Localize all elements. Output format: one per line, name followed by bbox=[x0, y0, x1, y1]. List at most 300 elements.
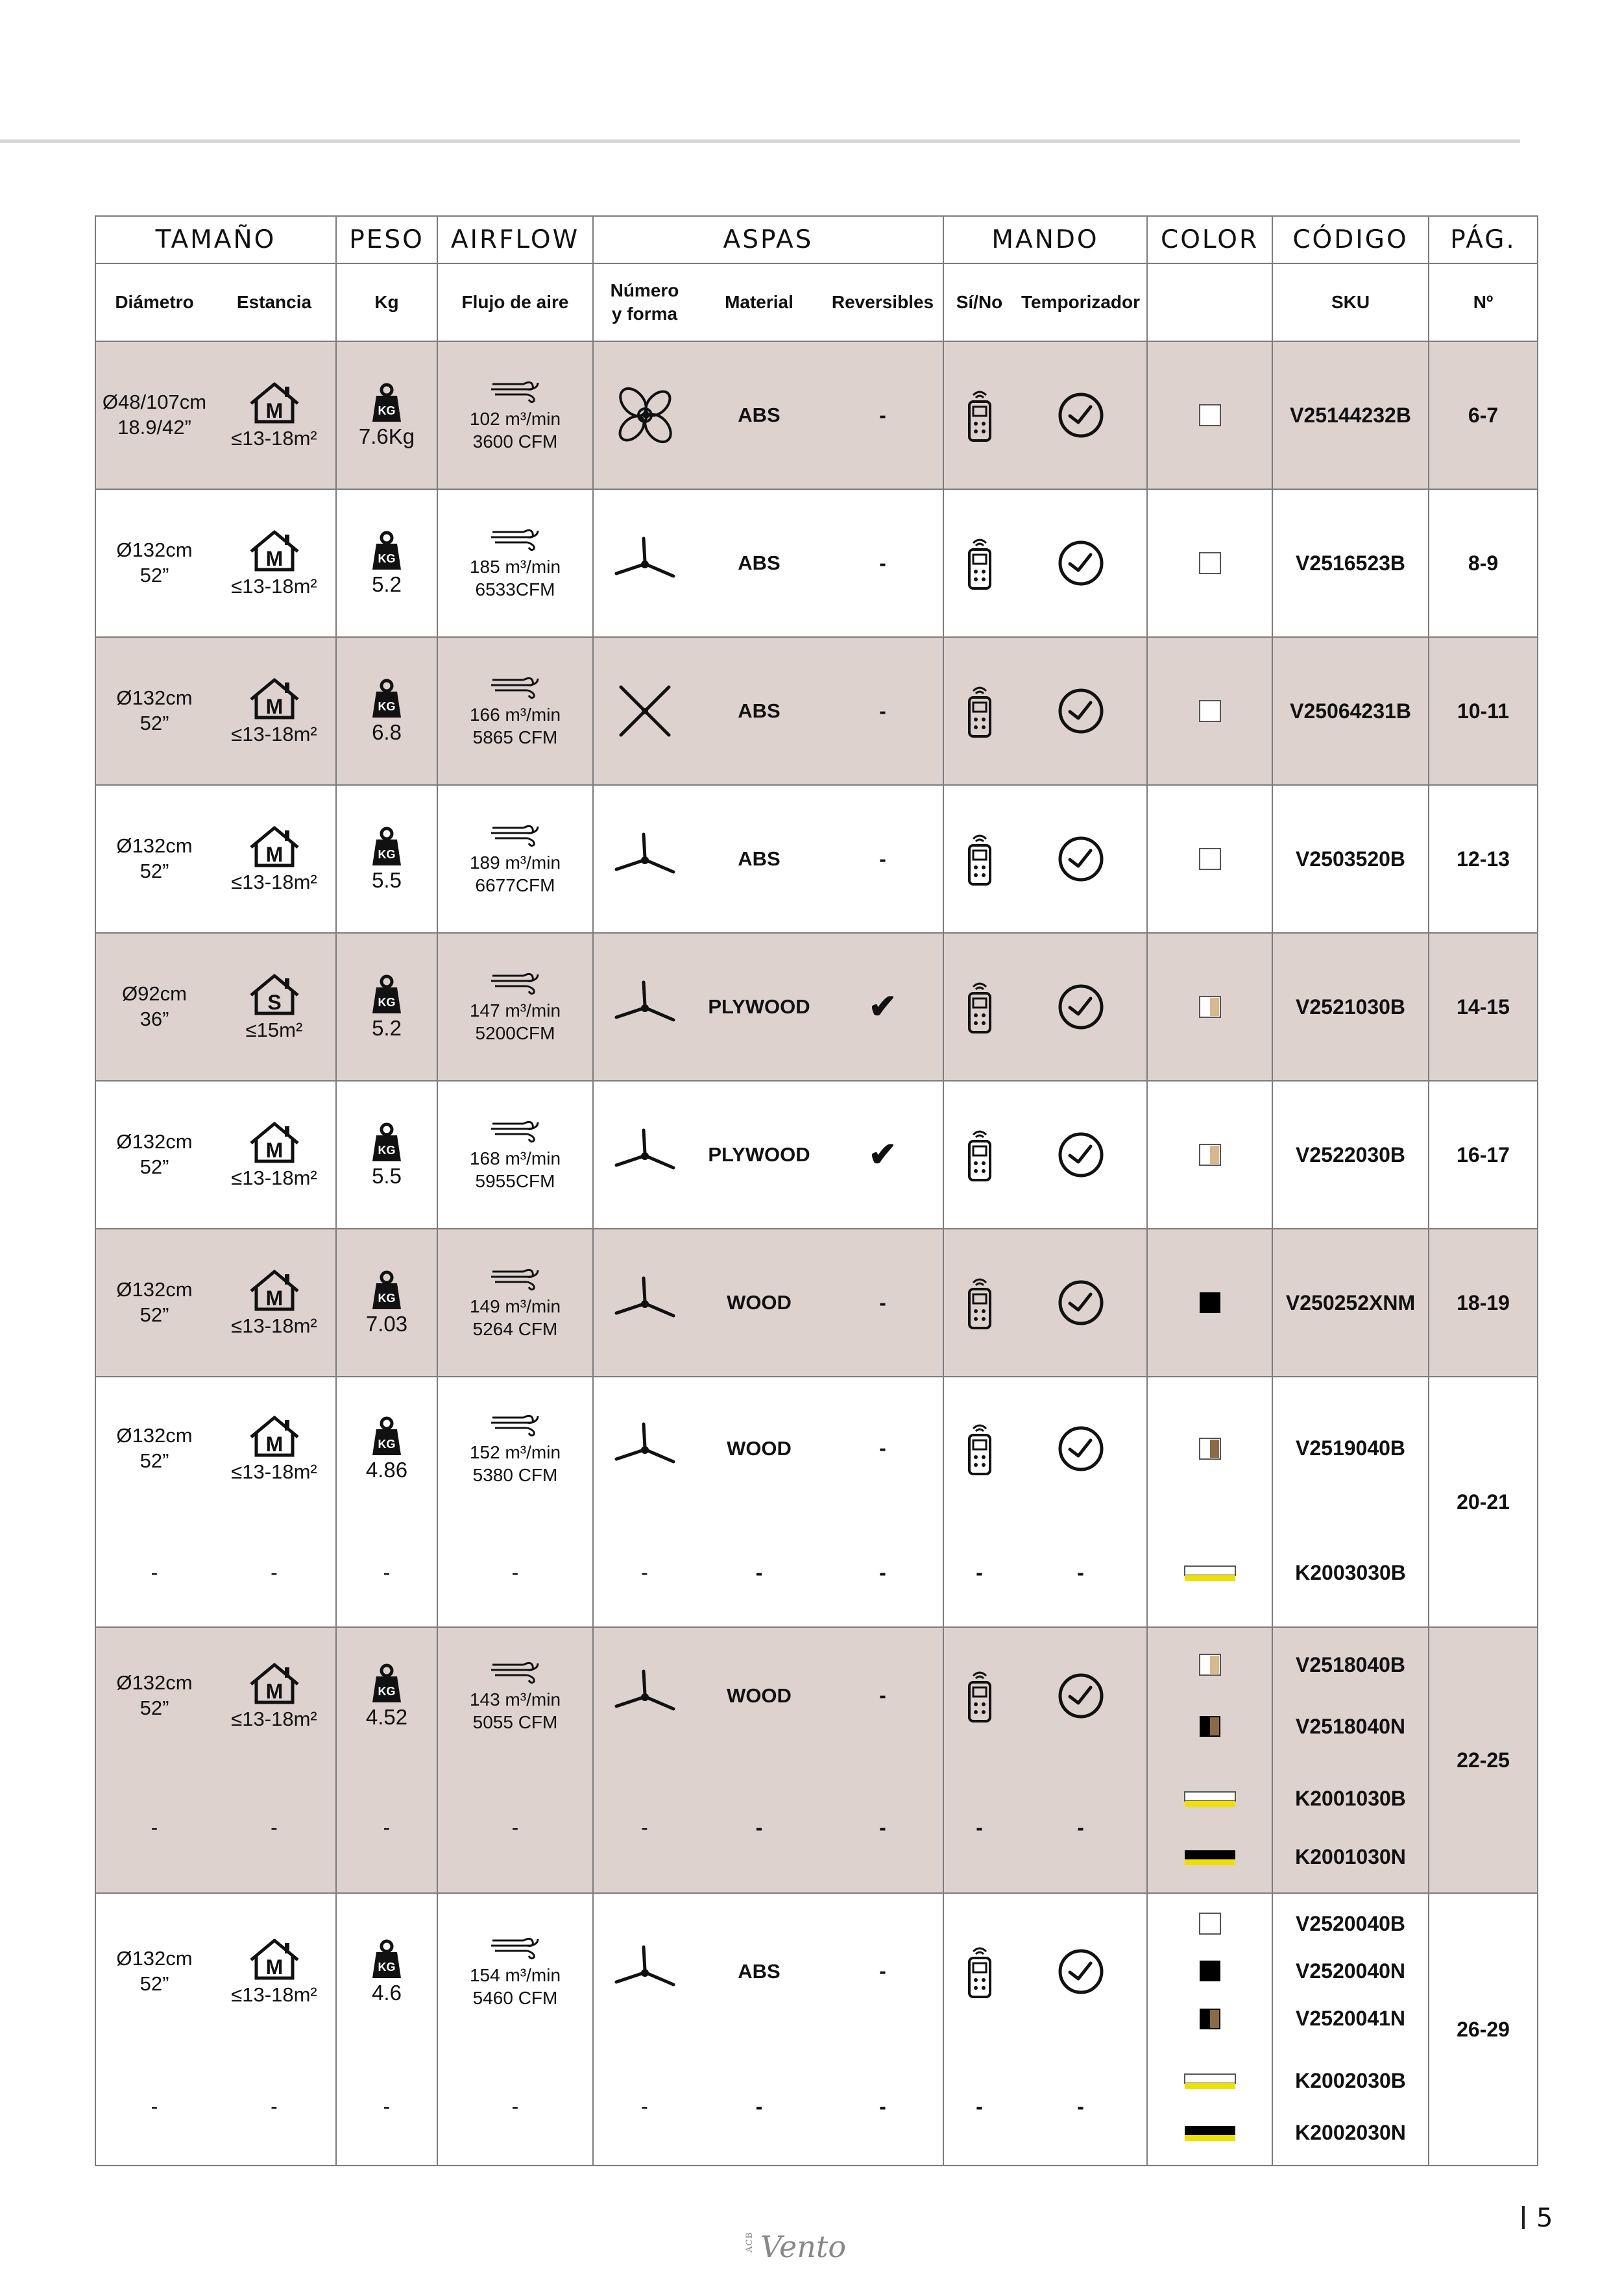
page-ref-cell bbox=[1429, 933, 1538, 1081]
timer-clock-icon bbox=[1015, 1131, 1146, 1179]
material-cell bbox=[696, 933, 823, 1081]
remote-cell bbox=[943, 637, 1015, 785]
airflow-cell bbox=[437, 489, 593, 637]
sku-code: V2522030B bbox=[1296, 1142, 1406, 1166]
color-cell bbox=[1147, 637, 1272, 785]
kit-empty-cell bbox=[336, 1763, 437, 1893]
room-size-text: ≤15m² bbox=[245, 1019, 303, 1041]
black-color-swatch-icon bbox=[1198, 1959, 1222, 1983]
kit-empty-cell bbox=[823, 1763, 943, 1893]
material-text: WOOD bbox=[727, 1436, 792, 1460]
timer-cell bbox=[1015, 1893, 1147, 2049]
three-blade-icon bbox=[594, 1275, 696, 1330]
blade-shape-cell bbox=[593, 1627, 696, 1763]
kg-weight-icon bbox=[337, 1415, 437, 1456]
airflow-m3: 102 m³/min bbox=[469, 409, 561, 429]
kit-row bbox=[95, 1519, 1538, 1627]
diameter-in: 52” bbox=[139, 1696, 169, 1719]
black-wood-color-swatch-icon bbox=[1198, 2007, 1222, 2031]
blade-shape-cell bbox=[593, 785, 696, 933]
sku-list bbox=[1273, 794, 1428, 924]
material-text: WOOD bbox=[727, 1684, 792, 1707]
reversible-mark: - bbox=[879, 699, 886, 723]
room-size-text: ≤13-18m² bbox=[231, 1983, 317, 2006]
diameter-in: 52” bbox=[139, 860, 169, 882]
weight-cell bbox=[336, 785, 437, 933]
logo-text: Vento bbox=[760, 2229, 847, 2264]
page-ref: 10-11 bbox=[1457, 699, 1510, 723]
kit-white-color-swatch-icon bbox=[1184, 1790, 1236, 1808]
airflow-icon bbox=[438, 673, 592, 701]
house-size-icon bbox=[213, 676, 335, 721]
kit-empty-cell bbox=[95, 2049, 213, 2166]
weight-text: 5.5 bbox=[372, 1164, 402, 1188]
reversible-cell bbox=[823, 1377, 943, 1519]
page-ref-cell bbox=[1429, 637, 1538, 785]
remote-control-icon bbox=[944, 1668, 1015, 1724]
reversible-mark: ✔ bbox=[868, 988, 897, 1026]
svg-text:KG: KG bbox=[378, 1960, 396, 1974]
diameter-in: 52” bbox=[139, 564, 169, 586]
airflow-m3: 149 m³/min bbox=[469, 1296, 561, 1316]
blade-shape-cell bbox=[593, 933, 696, 1081]
svg-text:M: M bbox=[265, 547, 283, 570]
airflow-icon bbox=[438, 821, 592, 849]
sub-sku: SKU bbox=[1272, 263, 1429, 341]
product-row bbox=[95, 489, 1538, 637]
timer-clock-icon bbox=[1015, 1948, 1146, 1996]
diameter-cm: Ø132cm bbox=[116, 1946, 193, 1970]
sku-cell bbox=[1272, 1229, 1429, 1377]
color-swatch-list bbox=[1148, 1634, 1272, 1758]
sub-material: Material bbox=[696, 263, 823, 341]
empty-dash: - bbox=[511, 1561, 519, 1584]
airflow-cell bbox=[437, 1229, 593, 1377]
svg-text:M: M bbox=[265, 1955, 283, 1979]
remote-control-icon bbox=[944, 979, 1015, 1035]
diameter-cell bbox=[95, 1377, 213, 1519]
timer-cell bbox=[1015, 637, 1147, 785]
empty-dash: - bbox=[879, 1816, 886, 1839]
reversible-cell bbox=[823, 489, 943, 637]
room-cell bbox=[213, 489, 336, 637]
room-cell bbox=[213, 1081, 336, 1229]
kit-empty-cell bbox=[336, 2049, 437, 2166]
sku-list bbox=[1273, 1900, 1428, 2043]
sku-code: V2518040B bbox=[1296, 1652, 1406, 1676]
product-row bbox=[95, 1627, 1538, 1763]
kit-empty-cell bbox=[593, 1519, 696, 1627]
weight-text: 5.2 bbox=[372, 1016, 402, 1040]
color-swatch-list bbox=[1148, 350, 1272, 480]
house-size-icon bbox=[213, 972, 335, 1017]
sku-list bbox=[1273, 1238, 1428, 1368]
diameter-cm: Ø132cm bbox=[116, 1423, 193, 1447]
room-cell bbox=[213, 1377, 336, 1519]
diameter-cell bbox=[95, 489, 213, 637]
color-cell bbox=[1147, 2049, 1272, 2166]
diameter-cm: Ø132cm bbox=[116, 1278, 193, 1301]
product-row bbox=[95, 933, 1538, 1081]
page-ref-cell bbox=[1429, 785, 1538, 933]
sku-code: V2520041N bbox=[1296, 2007, 1406, 2031]
sku-code: V2519040B bbox=[1296, 1436, 1406, 1460]
kit-empty-cell bbox=[823, 1519, 943, 1627]
empty-dash: - bbox=[755, 2095, 763, 2118]
diameter-cm: Ø92cm bbox=[122, 982, 187, 1006]
header-airflow: AIRFLOW bbox=[437, 216, 593, 263]
empty-dash: - bbox=[1077, 2095, 1084, 2118]
airflow-icon bbox=[438, 526, 592, 553]
diameter-in: 52” bbox=[139, 1972, 169, 1995]
kg-weight-icon bbox=[337, 1269, 437, 1311]
product-row bbox=[95, 341, 1538, 489]
sku-cell bbox=[1272, 785, 1429, 933]
timer-clock-icon bbox=[1015, 1425, 1146, 1473]
kit-empty-cell bbox=[1015, 2049, 1147, 2166]
weight-text: 7.6Kg bbox=[358, 424, 415, 448]
material-cell bbox=[696, 1081, 823, 1229]
airflow-cfm: 5200CFM bbox=[475, 1023, 555, 1043]
page-ref: 6-7 bbox=[1468, 403, 1499, 427]
color-cell bbox=[1147, 1627, 1272, 1763]
remote-cell bbox=[943, 1229, 1015, 1377]
material-cell bbox=[696, 341, 823, 489]
blade-shape-cell bbox=[593, 341, 696, 489]
color-swatch-list bbox=[1148, 1238, 1272, 1368]
color-cell bbox=[1147, 1377, 1272, 1519]
diameter-cell bbox=[95, 341, 213, 489]
kg-weight-icon bbox=[337, 677, 437, 719]
reversible-cell bbox=[823, 785, 943, 933]
light-wood-color-swatch-icon bbox=[1198, 1653, 1222, 1676]
empty-dash: - bbox=[755, 1561, 763, 1584]
blade-shape-cell bbox=[593, 1893, 696, 2049]
svg-text:KG: KG bbox=[378, 1292, 396, 1305]
weight-cell bbox=[336, 1627, 437, 1763]
remote-cell bbox=[943, 933, 1015, 1081]
svg-text:M: M bbox=[265, 1679, 283, 1703]
color-swatch-list bbox=[1148, 1526, 1272, 1621]
kit-empty-cell bbox=[593, 2049, 696, 2166]
sku-code: V25064231B bbox=[1290, 699, 1411, 723]
header-sub-row bbox=[95, 263, 1538, 341]
empty-dash: - bbox=[383, 1561, 391, 1584]
page-ref-cell bbox=[1429, 1081, 1538, 1229]
sku-code: V2520040B bbox=[1296, 1911, 1406, 1935]
reversible-mark: ✔ bbox=[868, 1136, 897, 1174]
room-size-text: ≤13-18m² bbox=[231, 1166, 317, 1189]
sub-n: Nº bbox=[1429, 263, 1538, 341]
page-ref-cell bbox=[1429, 1627, 1538, 1893]
three-blade-icon bbox=[594, 1669, 696, 1723]
color-swatch-list bbox=[1148, 1900, 1272, 2043]
airflow-m3: 185 m³/min bbox=[469, 557, 561, 577]
sku-cell bbox=[1272, 489, 1429, 637]
material-cell bbox=[696, 1229, 823, 1377]
weight-cell bbox=[336, 1081, 437, 1229]
page-ref-cell bbox=[1429, 1893, 1538, 2166]
color-swatch-list bbox=[1148, 1090, 1272, 1220]
kit-empty-cell bbox=[95, 1519, 213, 1627]
remote-control-icon bbox=[944, 535, 1015, 591]
blade-shape-cell bbox=[593, 637, 696, 785]
timer-clock-icon bbox=[1015, 835, 1146, 883]
top-divider bbox=[0, 139, 1520, 143]
room-cell bbox=[213, 1893, 336, 2049]
remote-cell bbox=[943, 1081, 1015, 1229]
airflow-icon bbox=[438, 1411, 592, 1438]
three-blade-icon bbox=[594, 1944, 696, 1999]
material-cell bbox=[696, 489, 823, 637]
room-cell bbox=[213, 341, 336, 489]
svg-text:M: M bbox=[265, 399, 283, 422]
sku-code: K2002030N bbox=[1295, 2121, 1406, 2144]
empty-dash: - bbox=[1077, 1816, 1084, 1839]
diameter-cell bbox=[95, 1229, 213, 1377]
kit-empty-cell bbox=[213, 2049, 336, 2166]
diameter-in: 52” bbox=[139, 1155, 169, 1178]
material-cell bbox=[696, 1893, 823, 2049]
white-color-swatch-icon bbox=[1198, 1912, 1222, 1935]
reversible-mark: - bbox=[879, 551, 886, 575]
empty-dash: - bbox=[511, 1816, 519, 1839]
reversible-cell bbox=[823, 1893, 943, 2049]
kit-white-color-swatch-icon bbox=[1184, 1564, 1236, 1582]
sku-code: K2001030N bbox=[1295, 1845, 1406, 1868]
sku-cell bbox=[1272, 1081, 1429, 1229]
timer-clock-icon bbox=[1015, 1672, 1146, 1720]
room-size-text: ≤13-18m² bbox=[231, 723, 317, 745]
sub-temporizador: Temporizador bbox=[1015, 263, 1147, 341]
three-blade-icon bbox=[594, 536, 696, 590]
reversible-cell bbox=[823, 637, 943, 785]
empty-dash: - bbox=[271, 1561, 278, 1584]
airflow-cfm: 5460 CFM bbox=[472, 1987, 558, 2008]
header-codigo: CÓDIGO bbox=[1272, 216, 1429, 263]
empty-dash: - bbox=[879, 1561, 886, 1584]
color-swatch-list bbox=[1148, 498, 1272, 628]
sub-diametro: Diámetro bbox=[95, 263, 213, 341]
sku-list bbox=[1273, 942, 1428, 1072]
room-size-text: ≤13-18m² bbox=[231, 575, 317, 598]
sku-code: V250252XNM bbox=[1285, 1290, 1416, 1314]
svg-text:M: M bbox=[265, 695, 283, 718]
page-ref: 22-25 bbox=[1457, 1748, 1510, 1772]
svg-text:KG: KG bbox=[378, 700, 396, 713]
kit-empty-cell bbox=[95, 1763, 213, 1893]
weight-cell bbox=[336, 1377, 437, 1519]
blade-shape-cell bbox=[593, 489, 696, 637]
material-text: PLYWOOD bbox=[708, 1143, 810, 1166]
diameter-in: 52” bbox=[139, 1303, 169, 1326]
sku-list bbox=[1273, 2055, 1428, 2159]
remote-cell bbox=[943, 1627, 1015, 1763]
color-swatch-list bbox=[1148, 1384, 1272, 1514]
kg-weight-icon bbox=[337, 529, 437, 571]
four-blade-round-icon bbox=[594, 384, 696, 446]
empty-dash: - bbox=[151, 1816, 158, 1839]
empty-dash: - bbox=[511, 2095, 519, 2118]
room-size-text: ≤13-18m² bbox=[231, 427, 317, 450]
page-ref: 14-15 bbox=[1457, 995, 1510, 1019]
kit-empty-cell bbox=[1015, 1519, 1147, 1627]
room-cell bbox=[213, 1229, 336, 1377]
product-row bbox=[95, 637, 1538, 785]
diameter-cm: Ø132cm bbox=[116, 1671, 193, 1694]
reversible-cell bbox=[823, 1627, 943, 1763]
remote-cell bbox=[943, 1377, 1015, 1519]
product-row bbox=[95, 785, 1538, 933]
remote-control-icon bbox=[944, 1944, 1015, 2000]
light-wood-color-swatch-icon bbox=[1198, 1143, 1222, 1166]
airflow-cfm: 6533CFM bbox=[475, 579, 555, 599]
material-text: PLYWOOD bbox=[708, 995, 810, 1018]
color-swatch-list bbox=[1148, 1770, 1272, 1887]
reversible-mark: - bbox=[879, 1436, 886, 1460]
timer-clock-icon bbox=[1015, 983, 1146, 1031]
kit-empty-cell bbox=[943, 1763, 1015, 1893]
airflow-icon bbox=[438, 1934, 592, 1961]
kg-weight-icon bbox=[337, 973, 437, 1015]
kit-empty-cell bbox=[437, 2049, 593, 2166]
empty-dash: - bbox=[976, 1561, 983, 1584]
sku-code: V2520040N bbox=[1296, 1959, 1406, 1983]
airflow-cfm: 3600 CFM bbox=[472, 431, 558, 452]
airflow-icon bbox=[438, 969, 592, 997]
color-cell bbox=[1147, 1081, 1272, 1229]
diameter-in: 52” bbox=[139, 1449, 169, 1472]
four-blade-x-icon bbox=[594, 682, 696, 740]
sub-estancia: Estancia bbox=[213, 263, 336, 341]
room-cell bbox=[213, 1627, 336, 1763]
svg-text:M: M bbox=[265, 843, 283, 866]
kit-empty-cell bbox=[696, 1763, 823, 1893]
page-number-bar bbox=[1522, 2206, 1525, 2229]
white-color-swatch-icon bbox=[1198, 699, 1222, 723]
empty-dash: - bbox=[641, 1816, 648, 1839]
airflow-cfm: 5264 CFM bbox=[472, 1319, 558, 1339]
reversible-cell bbox=[823, 1229, 943, 1377]
page-ref: 16-17 bbox=[1457, 1142, 1510, 1166]
sku-cell bbox=[1272, 933, 1429, 1081]
diameter-in: 52” bbox=[139, 712, 169, 734]
product-row bbox=[95, 1229, 1538, 1377]
diameter-cell bbox=[95, 933, 213, 1081]
airflow-m3: 152 m³/min bbox=[469, 1442, 561, 1462]
color-cell bbox=[1147, 933, 1272, 1081]
airflow-cell bbox=[437, 1081, 593, 1229]
page-ref: 26-29 bbox=[1457, 2017, 1510, 2041]
empty-dash: - bbox=[383, 1816, 391, 1839]
kit-row bbox=[95, 1763, 1538, 1893]
airflow-cfm: 5955CFM bbox=[475, 1171, 555, 1191]
remote-cell bbox=[943, 341, 1015, 489]
color-cell bbox=[1147, 1763, 1272, 1893]
sub-numero-line2: y forma bbox=[611, 304, 678, 324]
weight-text: 4.6 bbox=[372, 1980, 402, 2005]
sku-cell bbox=[1272, 2049, 1429, 2166]
color-cell bbox=[1147, 1229, 1272, 1377]
sku-cell bbox=[1272, 1519, 1429, 1627]
room-size-text: ≤13-18m² bbox=[231, 1460, 317, 1483]
reversible-mark: - bbox=[879, 1959, 886, 1983]
weight-cell bbox=[336, 341, 437, 489]
reversible-cell bbox=[823, 341, 943, 489]
sub-numero bbox=[593, 263, 696, 341]
airflow-icon bbox=[438, 1658, 592, 1686]
empty-dash: - bbox=[976, 2095, 983, 2118]
room-size-text: ≤13-18m² bbox=[231, 1707, 317, 1730]
sku-list bbox=[1273, 1634, 1428, 1758]
timer-cell bbox=[1015, 933, 1147, 1081]
timer-clock-icon bbox=[1015, 1279, 1146, 1327]
kit-empty-cell bbox=[696, 2049, 823, 2166]
empty-dash: - bbox=[271, 1816, 278, 1839]
color-cell bbox=[1147, 1519, 1272, 1627]
diameter-in: 18.9/42” bbox=[117, 416, 191, 439]
sku-code: K2001030B bbox=[1295, 1787, 1406, 1810]
timer-cell bbox=[1015, 1229, 1147, 1377]
airflow-cfm: 5055 CFM bbox=[472, 1711, 558, 1732]
diameter-cell bbox=[95, 1627, 213, 1763]
three-blade-icon bbox=[594, 832, 696, 886]
sub-flujo: Flujo de aire bbox=[437, 263, 593, 341]
sku-list bbox=[1273, 1384, 1428, 1514]
sku-list bbox=[1273, 1090, 1428, 1220]
diameter-cm: Ø48/107cm bbox=[102, 391, 207, 414]
kit-row bbox=[95, 2049, 1538, 2166]
diameter-cm: Ø132cm bbox=[116, 538, 193, 562]
weight-text: 4.52 bbox=[365, 1704, 408, 1729]
three-blade-icon bbox=[594, 1421, 696, 1476]
sub-numero-line1: Número bbox=[610, 280, 679, 300]
timer-cell bbox=[1015, 341, 1147, 489]
sub-sino: Sí/No bbox=[943, 263, 1015, 341]
color-swatch-list bbox=[1148, 794, 1272, 924]
house-size-icon bbox=[213, 1268, 335, 1313]
house-size-icon bbox=[213, 380, 335, 426]
kit-empty-cell bbox=[213, 1519, 336, 1627]
black-color-swatch-icon bbox=[1198, 1291, 1222, 1314]
sku-list bbox=[1273, 1770, 1428, 1887]
airflow-m3: 147 m³/min bbox=[469, 1000, 561, 1021]
empty-dash: - bbox=[151, 2095, 158, 2118]
house-size-icon bbox=[213, 824, 335, 869]
sku-list bbox=[1273, 1526, 1428, 1621]
airflow-cell bbox=[437, 637, 593, 785]
page-ref: 18-19 bbox=[1457, 1290, 1510, 1314]
timer-clock-icon bbox=[1015, 539, 1146, 587]
airflow-cfm: 6677CFM bbox=[475, 875, 555, 895]
sku-list bbox=[1273, 498, 1428, 628]
svg-text:KG: KG bbox=[378, 848, 396, 861]
house-size-icon bbox=[213, 1937, 335, 1982]
remote-cell bbox=[943, 1893, 1015, 2049]
kit-black-color-swatch-icon bbox=[1184, 2124, 1236, 2142]
kit-empty-cell bbox=[213, 1763, 336, 1893]
page-number: 5 bbox=[1536, 2203, 1553, 2233]
kit-black-color-swatch-icon bbox=[1184, 1848, 1236, 1867]
header-color: COLOR bbox=[1147, 216, 1272, 263]
remote-control-icon bbox=[944, 1127, 1015, 1183]
header-tamano: TAMAÑO bbox=[95, 216, 336, 263]
diameter-cm: Ø132cm bbox=[116, 1130, 193, 1154]
spec-table bbox=[95, 215, 1538, 2166]
page-ref: 12-13 bbox=[1457, 847, 1510, 871]
sub-color-empty bbox=[1147, 263, 1272, 341]
empty-dash: - bbox=[976, 1816, 983, 1839]
